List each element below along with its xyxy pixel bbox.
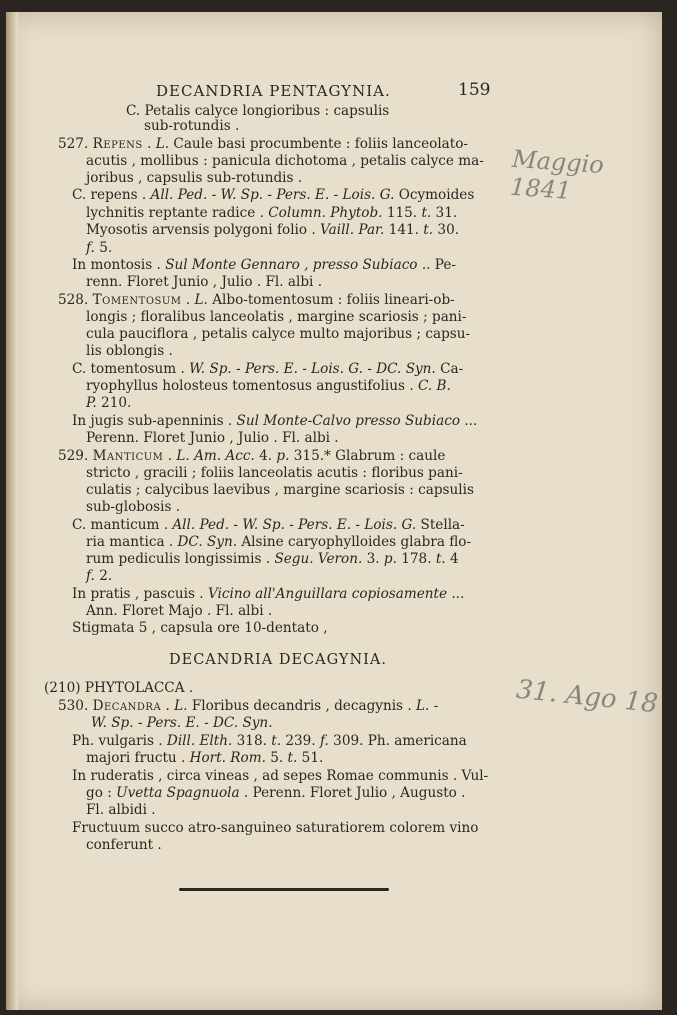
text-span: 5.: [94, 240, 113, 256]
text-span: Ocymoides: [394, 187, 475, 203]
text-span: acutis , mollibus : panicula dichotoma , petalis calyce ma-: [86, 153, 484, 169]
text-span: Fructuum succo atro-sanguineo saturatiorem colorem vino: [72, 820, 479, 836]
text-span: C. manticum .: [72, 517, 173, 533]
text-span: Floribus decandris , decagynis .: [187, 698, 416, 714]
text-span: majori fructu .: [86, 750, 190, 766]
text-span: Dill. Elth.: [166, 733, 233, 749]
text-span: (210) PHYTOLACCA .: [44, 680, 194, 696]
text-line: [86, 343, 173, 360]
text-span: longis ; floralibus lanceolatis , margine scariosis ; pani-: [86, 309, 467, 325]
text-line: [72, 620, 328, 637]
text-span: Column. Phytob.: [268, 205, 383, 221]
text-span: 141.: [384, 222, 424, 238]
text-span: 315.* Glabrum : caule: [289, 448, 446, 464]
page-spine-shadow: [6, 12, 18, 1010]
entry-number: 527.: [58, 136, 93, 152]
text-line: [72, 733, 467, 750]
text-span: f.: [319, 733, 329, 749]
text-span: Myosotis arvensis polygoni folio .: [86, 222, 321, 238]
species-name: Manticum: [92, 448, 164, 464]
text-span: C. repens .: [72, 187, 151, 203]
handwritten-note-2: 31. Ago 18: [514, 674, 660, 720]
text-line: [72, 586, 464, 603]
text-span: Pe-: [430, 257, 456, 273]
section-title: DECANDRIA DECAGYNIA.: [169, 652, 387, 668]
text-line: [72, 413, 477, 430]
text-span: Ann. Floret Majo . Fl. albi .: [86, 603, 273, 619]
text-span: C. tomentosum .: [72, 361, 190, 377]
text-line: [86, 837, 162, 854]
text-span: Uvetta Spagnuola: [116, 785, 240, 801]
text-line: [72, 768, 488, 785]
text-span: t.: [423, 222, 434, 238]
text-span: All. Ped. - W. Sp. - Pers. E. - Lois. G.: [172, 517, 417, 533]
text-line: [86, 785, 465, 802]
text-span: Fl. albidi .: [86, 802, 156, 818]
text-span: L.: [155, 136, 170, 152]
handwritten-note-1: Maggio 1841: [509, 144, 605, 205]
text-span: .: [161, 698, 175, 714]
text-span: conferunt .: [86, 837, 162, 853]
text-line: [86, 568, 112, 585]
text-span: f.: [86, 240, 95, 256]
text-span: 31.: [431, 205, 458, 221]
text-span: C. Petalis calyce longioribus : capsulis: [126, 103, 390, 119]
text-span: All. Ped. - W. Sp. - Pers. E. - Lois. G.: [150, 187, 395, 203]
text-span: 4: [445, 551, 459, 567]
text-span: ryophyllus holosteus tomentosus angustifolius .: [86, 378, 418, 394]
text-span: Stigmata 5 , capsula ore 10-dentato ,: [72, 620, 328, 636]
text-line: [72, 187, 474, 204]
text-span: 210.: [96, 395, 132, 411]
text-line: [72, 820, 478, 837]
text-line: [86, 378, 451, 395]
text-line: [72, 257, 456, 274]
text-span: 318.: [232, 733, 272, 749]
text-span: Ca-: [435, 361, 464, 377]
text-span: .: [163, 448, 177, 464]
book-page: [6, 12, 662, 1010]
text-line: [86, 499, 180, 516]
text-span: L. Am. Acc.: [176, 448, 255, 464]
text-span: sub-rotundis .: [144, 118, 240, 134]
text-span: Ph. vulgaris .: [72, 733, 167, 749]
text-span: Hort. Rom.: [189, 750, 266, 766]
text-line: [86, 534, 471, 551]
species-name: Repens: [92, 136, 143, 152]
text-line: [86, 551, 459, 568]
text-line: [58, 136, 468, 153]
text-span: sub-globosis .: [86, 499, 181, 515]
text-span: W. Sp. - Pers. E. - Lois. G. - DC. Syn.: [189, 361, 436, 377]
text-span: stricto , gracili ; foliis lanceolatis acutis : floribus pani-: [86, 465, 463, 481]
closing-rule: [179, 888, 389, 891]
text-line: [86, 750, 323, 767]
text-span: rum pediculis longissimis .: [86, 551, 275, 567]
text-span: 5.: [265, 750, 288, 766]
text-span: 4.: [254, 448, 277, 464]
text-line: [86, 395, 131, 412]
entry-number: 530.: [58, 698, 93, 714]
text-span: Alsine caryophylloides glabra flo-: [237, 534, 472, 550]
text-line: [44, 680, 193, 697]
text-line: [58, 448, 445, 465]
text-span: 115.: [382, 205, 422, 221]
text-span: .: [181, 292, 195, 308]
text-span: L.: [416, 698, 430, 714]
entry-number: 529.: [58, 448, 93, 464]
text-span: In ruderatis , circa vineas , ad sepes Romae communis . Vul-: [72, 768, 489, 784]
text-span: joribus , capsulis sub-rotundis .: [86, 170, 303, 186]
text-span: t.: [287, 750, 298, 766]
text-span: . Perenn. Floret Julio , Augusto .: [239, 785, 466, 801]
text-span: Caule basi procumbente : foliis lanceolato-: [169, 136, 469, 152]
text-span: 3.: [362, 551, 384, 567]
text-span: Vicino all'Anguillara copiosamente ...: [207, 586, 465, 602]
text-line: [86, 222, 459, 239]
text-line: [58, 698, 438, 715]
text-line: [91, 715, 273, 732]
entry-number: 528.: [58, 292, 93, 308]
text-line: [86, 326, 470, 343]
text-span: In montosis .: [72, 257, 166, 273]
text-span: .: [142, 136, 156, 152]
text-span: Sul Monte Gennaro , presso Subiaco ..: [165, 257, 431, 273]
text-span: lychnitis reptante radice .: [86, 205, 269, 221]
text-line: [58, 292, 455, 309]
text-span: L.: [194, 292, 208, 308]
text-line: [72, 361, 463, 378]
text-span: lis oblongis .: [86, 343, 173, 359]
text-span: In pratis , pascuis .: [72, 586, 208, 602]
text-span: L.: [174, 698, 188, 714]
text-line: [86, 430, 339, 447]
page-number: 159: [458, 80, 491, 100]
text-span: -: [429, 698, 439, 714]
text-span: p.: [276, 448, 290, 464]
text-span: Perenn. Floret Junio , Julio . Fl. albi .: [86, 430, 339, 446]
text-span: Vaill. Par.: [320, 222, 385, 238]
text-line: [86, 240, 112, 257]
text-span: W. Sp. - Pers. E. - DC. Syn.: [91, 715, 273, 731]
text-span: 239.: [281, 733, 320, 749]
species-name: Decandra: [92, 698, 162, 714]
text-span: 2.: [94, 568, 113, 584]
text-span: Segu. Veron.: [274, 551, 363, 567]
text-span: ria mantica .: [86, 534, 178, 550]
text-span: Stella-: [416, 517, 465, 533]
text-span: t.: [271, 733, 282, 749]
text-span: go :: [86, 785, 117, 801]
text-span: 30.: [433, 222, 460, 238]
text-span: In jugis sub-apenninis .: [72, 413, 237, 429]
text-line: [86, 309, 467, 326]
text-line: [86, 603, 272, 620]
text-line: [86, 153, 484, 170]
text-line: [86, 170, 302, 187]
text-span: t.: [421, 205, 432, 221]
text-span: 309. Ph. americana: [328, 733, 467, 749]
text-span: cula pauciflora , petalis calyce multo majoribus ; capsu-: [86, 326, 471, 342]
text-span: 178.: [396, 551, 436, 567]
text-span: C. B.: [417, 378, 451, 394]
text-line: [86, 482, 474, 499]
running-header: DECANDRIA PENTAGYNIA.: [156, 82, 391, 100]
text-line: [86, 205, 457, 222]
text-line: [86, 465, 463, 482]
text-span: culatis ; calycibus laevibus , margine scariosis : capsulis: [86, 482, 474, 498]
text-line: [144, 118, 239, 135]
text-line: [86, 802, 156, 819]
text-span: DC. Syn.: [177, 534, 238, 550]
text-span: Albo-tomentosum : foliis lineari-ob-: [207, 292, 455, 308]
text-line: [86, 274, 322, 291]
text-span: f.: [86, 568, 95, 584]
text-span: Sul Monte-Calvo presso Subiaco ...: [236, 413, 478, 429]
species-name: Tomentosum: [92, 292, 182, 308]
text-line: [72, 517, 465, 534]
text-span: P.: [86, 395, 97, 411]
text-span: t.: [435, 551, 446, 567]
text-span: p.: [383, 551, 397, 567]
text-span: renn. Floret Junio , Julio . Fl. albi .: [86, 274, 323, 290]
text-span: 51.: [297, 750, 324, 766]
